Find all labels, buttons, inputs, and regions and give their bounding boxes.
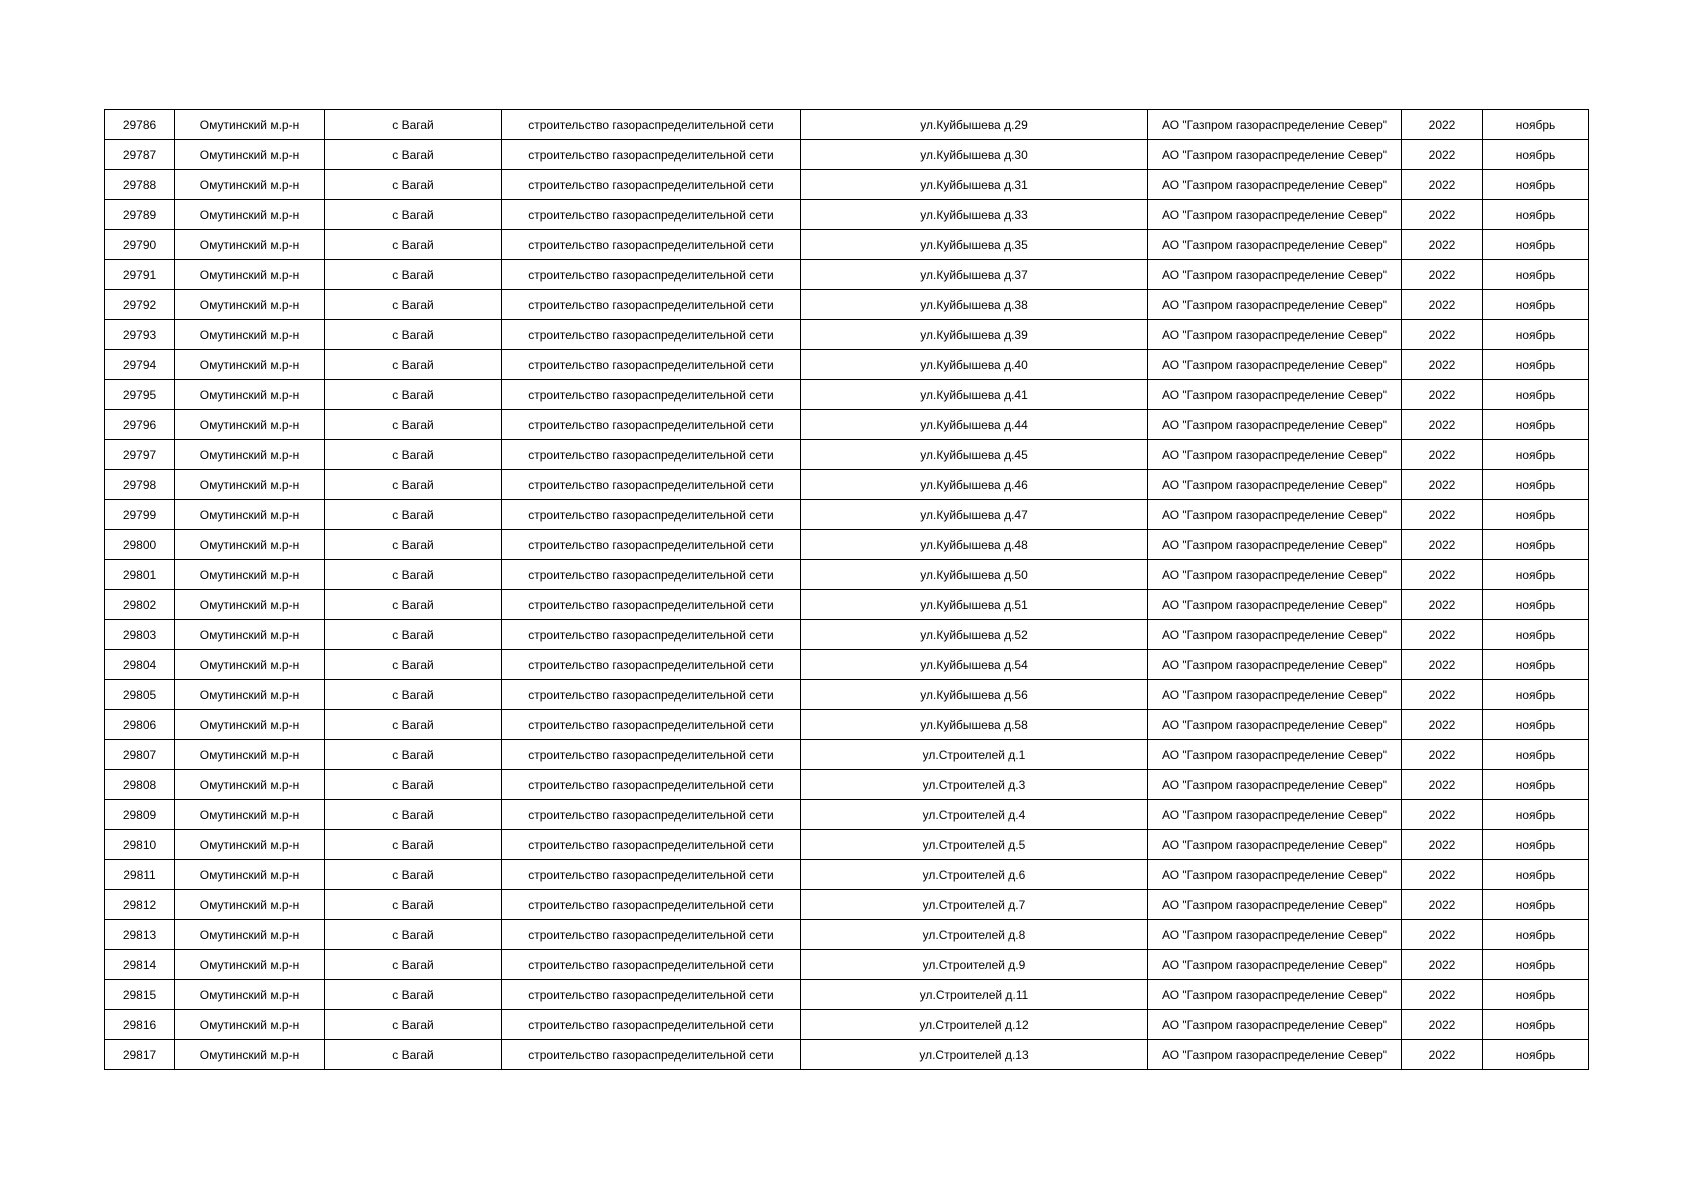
- table-row: [105, 950, 1589, 980]
- district-cell: Омутинский м.р-н: [175, 620, 325, 650]
- year-cell: 2022: [1402, 800, 1483, 830]
- settlement-cell: с Вагай: [325, 260, 502, 290]
- table-row: [105, 320, 1589, 350]
- row-id-cell: 29802: [105, 590, 175, 620]
- address-cell: ул.Строителей д.5: [801, 830, 1148, 860]
- month-cell: ноябрь: [1483, 290, 1589, 320]
- row-id-cell: 29816: [105, 1010, 175, 1040]
- address-cell: ул.Куйбышева д.58: [801, 710, 1148, 740]
- work-type-cell: строительство газораспределительной сети: [502, 740, 801, 770]
- settlement-cell: с Вагай: [325, 560, 502, 590]
- year-cell: 2022: [1402, 650, 1483, 680]
- settlement-cell: с Вагай: [325, 710, 502, 740]
- month-cell: ноябрь: [1483, 440, 1589, 470]
- district-cell: Омутинский м.р-н: [175, 260, 325, 290]
- table-row: [105, 590, 1589, 620]
- address-cell: ул.Куйбышева д.37: [801, 260, 1148, 290]
- row-id-cell: 29792: [105, 290, 175, 320]
- settlement-cell: с Вагай: [325, 200, 502, 230]
- table-row: [105, 230, 1589, 260]
- month-cell: ноябрь: [1483, 770, 1589, 800]
- month-cell: ноябрь: [1483, 1010, 1589, 1040]
- address-cell: ул.Строителей д.11: [801, 980, 1148, 1010]
- table-row: [105, 500, 1589, 530]
- table-row: [105, 920, 1589, 950]
- organization-cell: АО "Газпром газораспределение Север": [1148, 980, 1402, 1010]
- district-cell: Омутинский м.р-н: [175, 500, 325, 530]
- table-row: [105, 740, 1589, 770]
- settlement-cell: с Вагай: [325, 350, 502, 380]
- district-cell: Омутинский м.р-н: [175, 770, 325, 800]
- year-cell: 2022: [1402, 770, 1483, 800]
- organization-cell: АО "Газпром газораспределение Север": [1148, 440, 1402, 470]
- year-cell: 2022: [1402, 890, 1483, 920]
- year-cell: 2022: [1402, 110, 1483, 140]
- month-cell: ноябрь: [1483, 380, 1589, 410]
- month-cell: ноябрь: [1483, 260, 1589, 290]
- row-id-cell: 29795: [105, 380, 175, 410]
- address-cell: ул.Строителей д.6: [801, 860, 1148, 890]
- address-cell: ул.Строителей д.8: [801, 920, 1148, 950]
- district-cell: Омутинский м.р-н: [175, 920, 325, 950]
- work-type-cell: строительство газораспределительной сети: [502, 620, 801, 650]
- work-type-cell: строительство газораспределительной сети: [502, 140, 801, 170]
- address-cell: ул.Куйбышева д.33: [801, 200, 1148, 230]
- settlement-cell: с Вагай: [325, 290, 502, 320]
- month-cell: ноябрь: [1483, 470, 1589, 500]
- year-cell: 2022: [1402, 1010, 1483, 1040]
- settlement-cell: с Вагай: [325, 140, 502, 170]
- district-cell: Омутинский м.р-н: [175, 890, 325, 920]
- settlement-cell: с Вагай: [325, 1010, 502, 1040]
- table-row: [105, 260, 1589, 290]
- work-type-cell: строительство газораспределительной сети: [502, 200, 801, 230]
- settlement-cell: с Вагай: [325, 530, 502, 560]
- organization-cell: АО "Газпром газораспределение Север": [1148, 320, 1402, 350]
- settlement-cell: с Вагай: [325, 830, 502, 860]
- district-cell: Омутинский м.р-н: [175, 830, 325, 860]
- table-row: [105, 1010, 1589, 1040]
- organization-cell: АО "Газпром газораспределение Север": [1148, 650, 1402, 680]
- table-row: [105, 380, 1589, 410]
- month-cell: ноябрь: [1483, 590, 1589, 620]
- district-cell: Омутинский м.р-н: [175, 590, 325, 620]
- work-type-cell: строительство газораспределительной сети: [502, 290, 801, 320]
- district-cell: Омутинский м.р-н: [175, 530, 325, 560]
- table-row: [105, 350, 1589, 380]
- organization-cell: АО "Газпром газораспределение Север": [1148, 950, 1402, 980]
- district-cell: Омутинский м.р-н: [175, 320, 325, 350]
- organization-cell: АО "Газпром газораспределение Север": [1148, 710, 1402, 740]
- month-cell: ноябрь: [1483, 500, 1589, 530]
- district-cell: Омутинский м.р-н: [175, 650, 325, 680]
- year-cell: 2022: [1402, 380, 1483, 410]
- month-cell: ноябрь: [1483, 800, 1589, 830]
- row-id-cell: 29790: [105, 230, 175, 260]
- district-cell: Омутинский м.р-н: [175, 710, 325, 740]
- row-id-cell: 29803: [105, 620, 175, 650]
- month-cell: ноябрь: [1483, 230, 1589, 260]
- organization-cell: АО "Газпром газораспределение Север": [1148, 260, 1402, 290]
- district-cell: Омутинский м.р-н: [175, 560, 325, 590]
- organization-cell: АО "Газпром газораспределение Север": [1148, 890, 1402, 920]
- organization-cell: АО "Газпром газораспределение Север": [1148, 800, 1402, 830]
- organization-cell: АО "Газпром газораспределение Север": [1148, 500, 1402, 530]
- table-row: [105, 620, 1589, 650]
- organization-cell: АО "Газпром газораспределение Север": [1148, 830, 1402, 860]
- address-cell: ул.Строителей д.1: [801, 740, 1148, 770]
- table-row: [105, 650, 1589, 680]
- district-cell: Омутинский м.р-н: [175, 950, 325, 980]
- organization-cell: АО "Газпром газораспределение Север": [1148, 1010, 1402, 1040]
- table-row: [105, 770, 1589, 800]
- district-cell: Омутинский м.р-н: [175, 380, 325, 410]
- row-id-cell: 29788: [105, 170, 175, 200]
- address-cell: ул.Строителей д.4: [801, 800, 1148, 830]
- organization-cell: АО "Газпром газораспределение Север": [1148, 740, 1402, 770]
- row-id-cell: 29787: [105, 140, 175, 170]
- month-cell: ноябрь: [1483, 320, 1589, 350]
- district-cell: Омутинский м.р-н: [175, 170, 325, 200]
- row-id-cell: 29786: [105, 110, 175, 140]
- address-cell: ул.Строителей д.7: [801, 890, 1148, 920]
- organization-cell: АО "Газпром газораспределение Север": [1148, 920, 1402, 950]
- address-cell: ул.Куйбышева д.47: [801, 500, 1148, 530]
- month-cell: ноябрь: [1483, 170, 1589, 200]
- district-cell: Омутинский м.р-н: [175, 1010, 325, 1040]
- work-type-cell: строительство газораспределительной сети: [502, 770, 801, 800]
- address-cell: ул.Строителей д.9: [801, 950, 1148, 980]
- row-id-cell: 29793: [105, 320, 175, 350]
- month-cell: ноябрь: [1483, 1040, 1589, 1070]
- district-cell: Омутинский м.р-н: [175, 230, 325, 260]
- settlement-cell: с Вагай: [325, 950, 502, 980]
- year-cell: 2022: [1402, 980, 1483, 1010]
- row-id-cell: 29797: [105, 440, 175, 470]
- work-type-cell: строительство газораспределительной сети: [502, 800, 801, 830]
- district-cell: Омутинский м.р-н: [175, 680, 325, 710]
- address-cell: ул.Куйбышева д.38: [801, 290, 1148, 320]
- settlement-cell: с Вагай: [325, 770, 502, 800]
- settlement-cell: с Вагай: [325, 1040, 502, 1070]
- year-cell: 2022: [1402, 350, 1483, 380]
- row-id-cell: 29799: [105, 500, 175, 530]
- row-id-cell: 29796: [105, 410, 175, 440]
- settlement-cell: с Вагай: [325, 110, 502, 140]
- year-cell: 2022: [1402, 620, 1483, 650]
- district-cell: Омутинский м.р-н: [175, 410, 325, 440]
- address-cell: ул.Куйбышева д.52: [801, 620, 1148, 650]
- district-cell: Омутинский м.р-н: [175, 740, 325, 770]
- work-type-cell: строительство газораспределительной сети: [502, 980, 801, 1010]
- month-cell: ноябрь: [1483, 650, 1589, 680]
- table-row: [105, 200, 1589, 230]
- year-cell: 2022: [1402, 590, 1483, 620]
- work-type-cell: строительство газораспределительной сети: [502, 1040, 801, 1070]
- row-id-cell: 29809: [105, 800, 175, 830]
- row-id-cell: 29800: [105, 530, 175, 560]
- month-cell: ноябрь: [1483, 110, 1589, 140]
- work-type-cell: строительство газораспределительной сети: [502, 860, 801, 890]
- month-cell: ноябрь: [1483, 530, 1589, 560]
- table-row: [105, 830, 1589, 860]
- address-cell: ул.Куйбышева д.31: [801, 170, 1148, 200]
- table-row: [105, 800, 1589, 830]
- organization-cell: АО "Газпром газораспределение Север": [1148, 620, 1402, 650]
- year-cell: 2022: [1402, 830, 1483, 860]
- month-cell: ноябрь: [1483, 350, 1589, 380]
- district-cell: Омутинский м.р-н: [175, 110, 325, 140]
- month-cell: ноябрь: [1483, 200, 1589, 230]
- organization-cell: АО "Газпром газораспределение Север": [1148, 290, 1402, 320]
- district-cell: Омутинский м.р-н: [175, 860, 325, 890]
- organization-cell: АО "Газпром газораспределение Север": [1148, 590, 1402, 620]
- year-cell: 2022: [1402, 530, 1483, 560]
- row-id-cell: 29813: [105, 920, 175, 950]
- work-type-cell: строительство газораспределительной сети: [502, 710, 801, 740]
- work-type-cell: строительство газораспределительной сети: [502, 350, 801, 380]
- row-id-cell: 29815: [105, 980, 175, 1010]
- work-type-cell: строительство газораспределительной сети: [502, 110, 801, 140]
- work-type-cell: строительство газораспределительной сети: [502, 410, 801, 440]
- settlement-cell: с Вагай: [325, 380, 502, 410]
- table-row: [105, 710, 1589, 740]
- year-cell: 2022: [1402, 950, 1483, 980]
- table-row: [105, 560, 1589, 590]
- settlement-cell: с Вагай: [325, 590, 502, 620]
- settlement-cell: с Вагай: [325, 470, 502, 500]
- work-type-cell: строительство газораспределительной сети: [502, 530, 801, 560]
- table-row: [105, 290, 1589, 320]
- address-cell: ул.Куйбышева д.56: [801, 680, 1148, 710]
- table-row: [105, 680, 1589, 710]
- work-type-cell: строительство газораспределительной сети: [502, 440, 801, 470]
- district-cell: Омутинский м.р-н: [175, 350, 325, 380]
- year-cell: 2022: [1402, 470, 1483, 500]
- year-cell: 2022: [1402, 410, 1483, 440]
- row-id-cell: 29801: [105, 560, 175, 590]
- row-id-cell: 29805: [105, 680, 175, 710]
- month-cell: ноябрь: [1483, 140, 1589, 170]
- month-cell: ноябрь: [1483, 830, 1589, 860]
- work-type-cell: строительство газораспределительной сети: [502, 830, 801, 860]
- table-row: [105, 410, 1589, 440]
- row-id-cell: 29807: [105, 740, 175, 770]
- district-cell: Омутинский м.р-н: [175, 800, 325, 830]
- row-id-cell: 29806: [105, 710, 175, 740]
- work-type-cell: строительство газораспределительной сети: [502, 920, 801, 950]
- year-cell: 2022: [1402, 170, 1483, 200]
- organization-cell: АО "Газпром газораспределение Север": [1148, 140, 1402, 170]
- month-cell: ноябрь: [1483, 710, 1589, 740]
- month-cell: ноябрь: [1483, 620, 1589, 650]
- settlement-cell: с Вагай: [325, 920, 502, 950]
- table-row: [105, 1040, 1589, 1070]
- address-cell: ул.Куйбышева д.40: [801, 350, 1148, 380]
- organization-cell: АО "Газпром газораспределение Север": [1148, 470, 1402, 500]
- address-cell: ул.Куйбышева д.54: [801, 650, 1148, 680]
- settlement-cell: с Вагай: [325, 650, 502, 680]
- address-cell: ул.Куйбышева д.30: [801, 140, 1148, 170]
- month-cell: ноябрь: [1483, 410, 1589, 440]
- settlement-cell: с Вагай: [325, 740, 502, 770]
- address-cell: ул.Куйбышева д.51: [801, 590, 1148, 620]
- district-cell: Омутинский м.р-н: [175, 470, 325, 500]
- organization-cell: АО "Газпром газораспределение Север": [1148, 530, 1402, 560]
- address-cell: ул.Куйбышева д.39: [801, 320, 1148, 350]
- table-row: [105, 890, 1589, 920]
- year-cell: 2022: [1402, 740, 1483, 770]
- row-id-cell: 29798: [105, 470, 175, 500]
- year-cell: 2022: [1402, 710, 1483, 740]
- address-cell: ул.Куйбышева д.46: [801, 470, 1148, 500]
- settlement-cell: с Вагай: [325, 680, 502, 710]
- organization-cell: АО "Газпром газораспределение Север": [1148, 770, 1402, 800]
- district-cell: Омутинский м.р-н: [175, 440, 325, 470]
- table-row: [105, 440, 1589, 470]
- address-cell: ул.Куйбышева д.44: [801, 410, 1148, 440]
- register-table-body: [105, 110, 1589, 1070]
- year-cell: 2022: [1402, 140, 1483, 170]
- organization-cell: АО "Газпром газораспределение Север": [1148, 350, 1402, 380]
- address-cell: ул.Строителей д.12: [801, 1010, 1148, 1040]
- row-id-cell: 29810: [105, 830, 175, 860]
- address-cell: ул.Куйбышева д.29: [801, 110, 1148, 140]
- work-type-cell: строительство газораспределительной сети: [502, 380, 801, 410]
- row-id-cell: 29811: [105, 860, 175, 890]
- month-cell: ноябрь: [1483, 560, 1589, 590]
- year-cell: 2022: [1402, 860, 1483, 890]
- settlement-cell: с Вагай: [325, 890, 502, 920]
- address-cell: ул.Строителей д.3: [801, 770, 1148, 800]
- month-cell: ноябрь: [1483, 860, 1589, 890]
- work-type-cell: строительство газораспределительной сети: [502, 260, 801, 290]
- work-type-cell: строительство газораспределительной сети: [502, 470, 801, 500]
- district-cell: Омутинский м.р-н: [175, 140, 325, 170]
- address-cell: ул.Куйбышева д.48: [801, 530, 1148, 560]
- address-cell: ул.Куйбышева д.41: [801, 380, 1148, 410]
- year-cell: 2022: [1402, 1040, 1483, 1070]
- work-type-cell: строительство газораспределительной сети: [502, 560, 801, 590]
- year-cell: 2022: [1402, 920, 1483, 950]
- address-cell: ул.Куйбышева д.35: [801, 230, 1148, 260]
- address-cell: ул.Строителей д.13: [801, 1040, 1148, 1070]
- settlement-cell: с Вагай: [325, 170, 502, 200]
- table-row: [105, 140, 1589, 170]
- year-cell: 2022: [1402, 440, 1483, 470]
- work-type-cell: строительство газораспределительной сети: [502, 230, 801, 260]
- row-id-cell: 29804: [105, 650, 175, 680]
- work-type-cell: строительство газораспределительной сети: [502, 890, 801, 920]
- organization-cell: АО "Газпром газораспределение Север": [1148, 200, 1402, 230]
- organization-cell: АО "Газпром газораспределение Север": [1148, 380, 1402, 410]
- row-id-cell: 29808: [105, 770, 175, 800]
- organization-cell: АО "Газпром газораспределение Север": [1148, 560, 1402, 590]
- organization-cell: АО "Газпром газораспределение Север": [1148, 860, 1402, 890]
- organization-cell: АО "Газпром газораспределение Север": [1148, 170, 1402, 200]
- table-row: [105, 860, 1589, 890]
- table-row: [105, 110, 1589, 140]
- month-cell: ноябрь: [1483, 890, 1589, 920]
- organization-cell: АО "Газпром газораспределение Север": [1148, 680, 1402, 710]
- work-type-cell: строительство газораспределительной сети: [502, 950, 801, 980]
- organization-cell: АО "Газпром газораспределение Север": [1148, 410, 1402, 440]
- table-row: [105, 980, 1589, 1010]
- work-type-cell: строительство газораспределительной сети: [502, 590, 801, 620]
- row-id-cell: 29789: [105, 200, 175, 230]
- work-type-cell: строительство газораспределительной сети: [502, 500, 801, 530]
- settlement-cell: с Вагай: [325, 500, 502, 530]
- row-id-cell: 29794: [105, 350, 175, 380]
- year-cell: 2022: [1402, 320, 1483, 350]
- year-cell: 2022: [1402, 560, 1483, 590]
- district-cell: Омутинский м.р-н: [175, 1040, 325, 1070]
- work-type-cell: строительство газораспределительной сети: [502, 650, 801, 680]
- month-cell: ноябрь: [1483, 680, 1589, 710]
- table-row: [105, 170, 1589, 200]
- month-cell: ноябрь: [1483, 950, 1589, 980]
- settlement-cell: с Вагай: [325, 800, 502, 830]
- year-cell: 2022: [1402, 500, 1483, 530]
- district-cell: Омутинский м.р-н: [175, 200, 325, 230]
- settlement-cell: с Вагай: [325, 230, 502, 260]
- row-id-cell: 29791: [105, 260, 175, 290]
- year-cell: 2022: [1402, 290, 1483, 320]
- settlement-cell: с Вагай: [325, 980, 502, 1010]
- row-id-cell: 29812: [105, 890, 175, 920]
- settlement-cell: с Вагай: [325, 410, 502, 440]
- settlement-cell: с Вагай: [325, 320, 502, 350]
- work-type-cell: строительство газораспределительной сети: [502, 680, 801, 710]
- district-cell: Омутинский м.р-н: [175, 290, 325, 320]
- month-cell: ноябрь: [1483, 920, 1589, 950]
- year-cell: 2022: [1402, 230, 1483, 260]
- organization-cell: АО "Газпром газораспределение Север": [1148, 230, 1402, 260]
- table-row: [105, 470, 1589, 500]
- settlement-cell: с Вагай: [325, 620, 502, 650]
- register-table: [104, 109, 1589, 1070]
- address-cell: ул.Куйбышева д.50: [801, 560, 1148, 590]
- year-cell: 2022: [1402, 680, 1483, 710]
- row-id-cell: 29817: [105, 1040, 175, 1070]
- settlement-cell: с Вагай: [325, 440, 502, 470]
- organization-cell: АО "Газпром газораспределение Север": [1148, 1040, 1402, 1070]
- work-type-cell: строительство газораспределительной сети: [502, 1010, 801, 1040]
- month-cell: ноябрь: [1483, 740, 1589, 770]
- year-cell: 2022: [1402, 200, 1483, 230]
- table-row: [105, 530, 1589, 560]
- address-cell: ул.Куйбышева д.45: [801, 440, 1148, 470]
- row-id-cell: 29814: [105, 950, 175, 980]
- work-type-cell: строительство газораспределительной сети: [502, 170, 801, 200]
- year-cell: 2022: [1402, 260, 1483, 290]
- settlement-cell: с Вагай: [325, 860, 502, 890]
- organization-cell: АО "Газпром газораспределение Север": [1148, 110, 1402, 140]
- work-type-cell: строительство газораспределительной сети: [502, 320, 801, 350]
- month-cell: ноябрь: [1483, 980, 1589, 1010]
- district-cell: Омутинский м.р-н: [175, 980, 325, 1010]
